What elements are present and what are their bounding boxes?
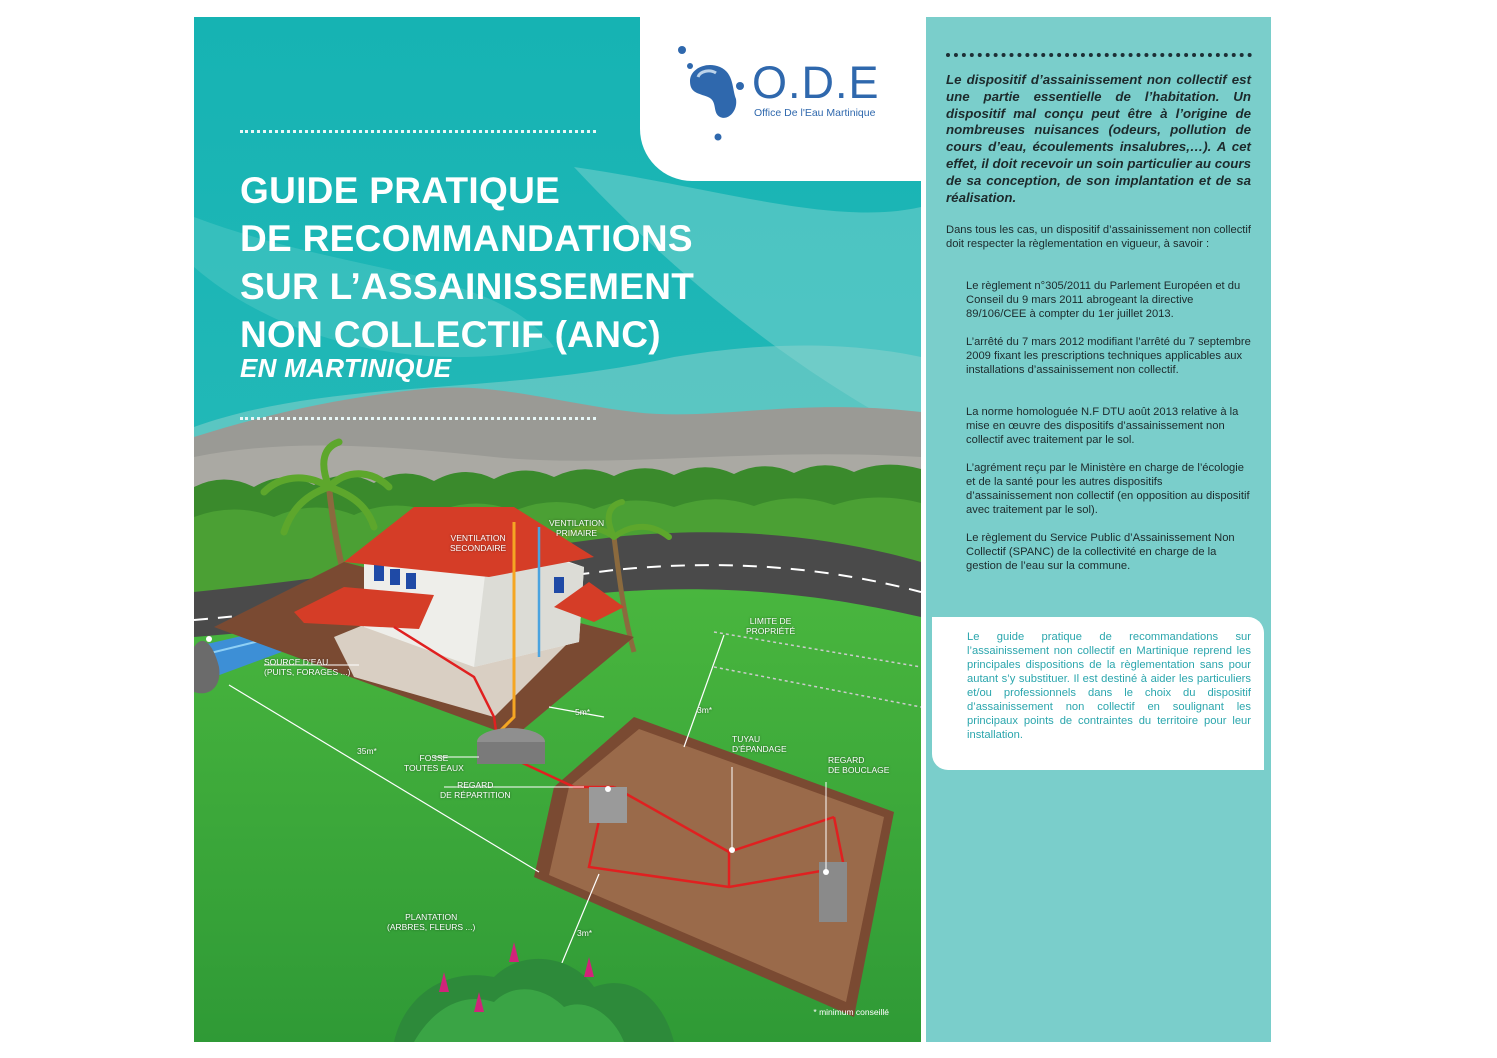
cover-subtitle: EN MARTINIQUE	[240, 353, 452, 383]
regulation-lead: Dans tous les cas, un dispositif d’assainissement non collectif doit respecter la règlementation en vigueur, à savoir :	[946, 224, 1251, 250]
label-regard-repartition: REGARD DE RÉPARTITION	[440, 780, 511, 800]
label-fosse: FOSSE TOUTES EAUX	[404, 753, 464, 773]
label-source-eau: SOURCE D’EAU (PUITS, FORAGES ...)	[264, 657, 351, 677]
guide-summary-box	[932, 617, 1264, 770]
regulation-item: Le règlement du Service Public d’Assainissement Non Collectif (SPANC) de la collectivité en charge de la gestion de l’eau sur la commune.	[966, 532, 1235, 572]
logo-name: O.D.E	[752, 57, 880, 108]
distance-house: 5m*	[575, 707, 591, 717]
title-line: SUR L’ASSAINISSEMENT	[240, 266, 695, 307]
minimum-note: * minimum conseillé	[813, 1007, 889, 1017]
distance-water-source: 35m*	[357, 746, 377, 756]
regulation-text: Le règlement n°305/2011 du Parlement Européen et du Conseil du 9 mars 2011 abrogeant la directive 89/106/CEE à compter du 1er juillet 2013.	[966, 280, 1241, 320]
logo-card	[640, 17, 921, 181]
regulation-item	[966, 279, 1251, 321]
regulation-item: La norme homologuée N.F DTU août 2013 relative à la mise en œuvre des dispositifs d’assainissement non collectif avec traitement par le sol.	[966, 406, 1239, 446]
distance-plantation: 3m*	[577, 928, 593, 938]
bottom-dotted-divider	[240, 417, 596, 420]
intro-paragraph: Le dispositif d’assainissement non collectif est une partie essentielle de l’habitation. Un dispositif mal conçu peut être à l’origine de nombreuses nuisances (odeurs, pollution de cours d’eau, écoulements insalubres,…). A cet effet, il doit recevoir un soin particulier au cours de sa conception, de son implantation et de sa réalisation.	[946, 72, 1251, 205]
logo-subtitle: Office De l'Eau Martinique	[754, 107, 876, 119]
regulation-item: L’agrément reçu par le Ministère en charge de l’écologie et de la santé pour les autres dispositifs d’assainissement non collectif (en opposition au dispositif avec traitement par le sol).	[966, 462, 1250, 516]
guide-summary-text: Le guide pratique de recommandations sur l’assainissement non collectif en Martinique reprend les principales dispositions de la règlementation sans pour autant s’y substituer. Il est destiné à aider les particuliers et/ou professionnels dans le choix du dispositif d’assainissement non collectif en soulignant les principaux points de contraintes du territoire pour leur installation.	[967, 631, 1251, 741]
info-dotted-divider	[946, 53, 1252, 57]
label-plantation: PLANTATION (ARBRES, FLEURS ...)	[387, 912, 476, 932]
info-panel	[926, 17, 1271, 1042]
title-line: GUIDE PRATIQUE	[240, 170, 561, 211]
cover-title	[240, 167, 800, 359]
distance-property-limit: 3m*	[697, 705, 713, 715]
top-dotted-divider	[240, 130, 596, 133]
label-tuyau-epandage: TUYAU D’ÉPANDAGE	[732, 734, 787, 754]
regulation-item: L’arrêté du 7 mars 2012 modifiant l’arrêté du 7 septembre 2009 fixant les prescriptions techniques applicables aux installations d’assainissement non collectif.	[966, 336, 1251, 376]
guide-cover	[194, 17, 921, 1042]
water-drop-logo-icon	[676, 41, 746, 151]
label-ventilation-primaire: VENTILATION PRIMAIRE	[549, 518, 605, 538]
label-regard-bouclage: REGARD DE BOUCLAGE	[828, 755, 890, 775]
label-ventilation-secondaire: VENTILATION SECONDAIRE	[450, 533, 507, 553]
label-limite-propriete: LIMITE DE PROPRIÉTÉ	[746, 616, 796, 636]
title-line: DE RECOMMANDATIONS	[240, 218, 693, 259]
title-line: NON COLLECTIF (ANC)	[240, 314, 661, 355]
